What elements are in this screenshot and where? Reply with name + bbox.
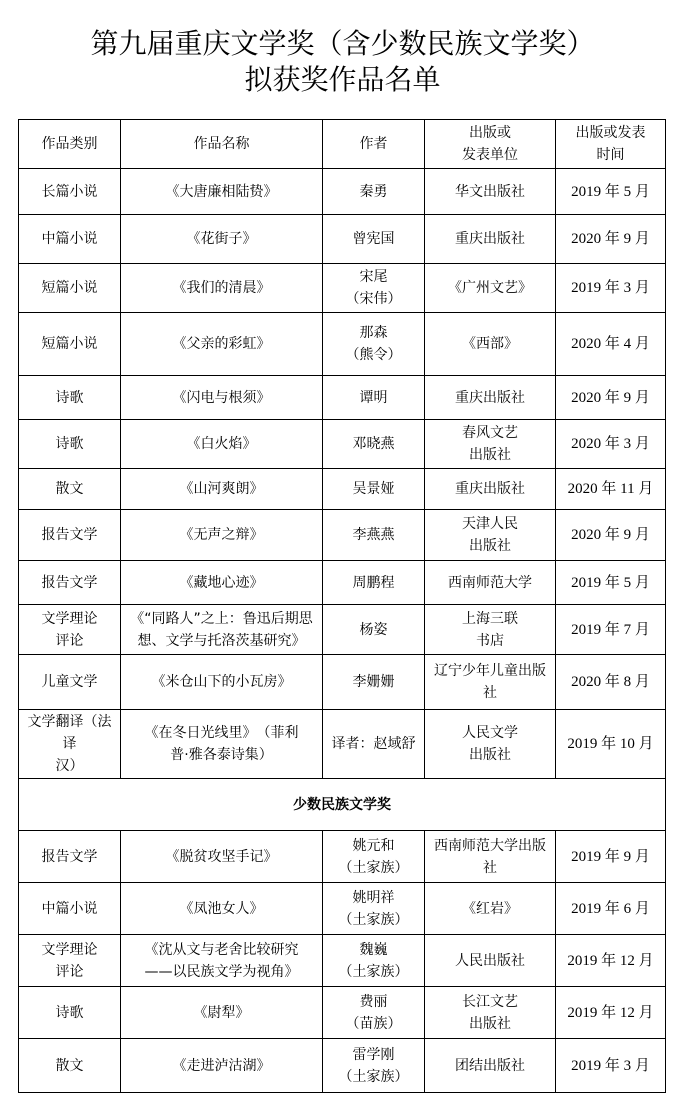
cell-date: 2019 年 10 月 (556, 710, 666, 779)
cell-author: 吴景娅 (323, 469, 425, 510)
cell-category: 文学翻译（法译 汉） (19, 710, 121, 779)
cell-author: 宋尾 （宋伟） (323, 264, 425, 313)
cell-author: 魏巍 （土家族） (323, 935, 425, 987)
page-title: 第九届重庆文学奖（含少数民族文学奖） (90, 27, 595, 60)
table-row (19, 883, 666, 935)
cell-date: 2019 年 9 月 (556, 831, 666, 883)
cell-publisher: 重庆出版社 (425, 469, 556, 510)
cell-work: 《脱贫攻坚手记》 (121, 831, 323, 883)
cell-work: 《米仓山下的小瓦房》 (121, 655, 323, 710)
cell-work: 《闪电与根须》 (121, 376, 323, 420)
cell-date: 2020 年 4 月 (556, 313, 666, 376)
cell-author: 邓晓燕 (323, 420, 425, 469)
cell-author: 费丽 （苗族） (323, 987, 425, 1039)
cell-category: 短篇小说 (19, 313, 121, 376)
table-row (19, 710, 666, 779)
cell-publisher: 天津人民 出版社 (425, 510, 556, 561)
cell-author: 姚明祥 （土家族） (323, 883, 425, 935)
cell-publisher: 西南师范大学 (425, 561, 556, 605)
cell-author: 秦勇 (323, 169, 425, 215)
cell-work: 《山河爽朗》 (121, 469, 323, 510)
cell-category: 中篇小说 (19, 215, 121, 264)
table-row (19, 215, 666, 264)
cell-date: 2020 年 11 月 (556, 469, 666, 510)
cell-category: 儿童文学 (19, 655, 121, 710)
cell-author: 雷学刚 （土家族） (323, 1039, 425, 1093)
cell-category: 长篇小说 (19, 169, 121, 215)
award-table (18, 119, 666, 1093)
cell-category: 报告文学 (19, 510, 121, 561)
table-row (19, 935, 666, 987)
cell-date: 2019 年 6 月 (556, 883, 666, 935)
cell-work: 《“同路人”之上：鲁迅后期思 想、文学与托洛茨基研究》 (121, 605, 323, 655)
cell-publisher: 《西部》 (425, 313, 556, 376)
cell-author: 谭明 (323, 376, 425, 420)
cell-publisher: 春风文艺 出版社 (425, 420, 556, 469)
cell-publisher: 华文出版社 (425, 169, 556, 215)
cell-author: 那森 （熊令） (323, 313, 425, 376)
cell-date: 2020 年 8 月 (556, 655, 666, 710)
cell-publisher: 人民文学 出版社 (425, 710, 556, 779)
table-row (19, 1039, 666, 1093)
cell-date: 2020 年 9 月 (556, 510, 666, 561)
cell-publisher: 《红岩》 (425, 883, 556, 935)
cell-work: 《白火焰》 (121, 420, 323, 469)
cell-category: 散文 (19, 469, 121, 510)
cell-category: 散文 (19, 1039, 121, 1093)
cell-author: 曾宪国 (323, 215, 425, 264)
cell-date: 2019 年 12 月 (556, 935, 666, 987)
header-author: 作者 (323, 120, 425, 169)
cell-date: 2019 年 5 月 (556, 169, 666, 215)
cell-category: 短篇小说 (19, 264, 121, 313)
cell-work: 《尉犁》 (121, 987, 323, 1039)
cell-work: 《沈从文与老舍比较研究 ——以民族文学为视角》 (121, 935, 323, 987)
cell-date: 2020 年 3 月 (556, 420, 666, 469)
table-row (19, 264, 666, 313)
section-title: 少数民族文学奖 (19, 779, 666, 831)
cell-publisher: 团结出版社 (425, 1039, 556, 1093)
cell-author: 李燕燕 (323, 510, 425, 561)
section-row (19, 779, 666, 831)
cell-category: 诗歌 (19, 987, 121, 1039)
cell-work: 《我们的清晨》 (121, 264, 323, 313)
cell-publisher: 长江文艺 出版社 (425, 987, 556, 1039)
table-row (19, 831, 666, 883)
table-row (19, 469, 666, 510)
cell-work: 《走进泸沽湖》 (121, 1039, 323, 1093)
cell-work: 《无声之辩》 (121, 510, 323, 561)
table-row (19, 561, 666, 605)
cell-author: 姚元和 （土家族） (323, 831, 425, 883)
cell-publisher: 辽宁少年儿童出版 社 (425, 655, 556, 710)
cell-date: 2019 年 7 月 (556, 605, 666, 655)
cell-category: 文学理论 评论 (19, 935, 121, 987)
cell-work: 《藏地心迹》 (121, 561, 323, 605)
table-row (19, 987, 666, 1039)
header-work: 作品名称 (121, 120, 323, 169)
header-category: 作品类别 (19, 120, 121, 169)
table-row (19, 313, 666, 376)
table-row (19, 655, 666, 710)
cell-category: 报告文学 (19, 831, 121, 883)
cell-date: 2019 年 12 月 (556, 987, 666, 1039)
cell-work: 《在冬日光线里》 （菲利 普·雅各泰诗集） (121, 710, 323, 779)
cell-publisher: 重庆出版社 (425, 215, 556, 264)
cell-date: 2019 年 3 月 (556, 1039, 666, 1093)
cell-date: 2020 年 9 月 (556, 215, 666, 264)
table-header-row (19, 120, 666, 169)
cell-category: 诗歌 (19, 376, 121, 420)
cell-author: 李姗姗 (323, 655, 425, 710)
table-row (19, 605, 666, 655)
cell-author: 周鹏程 (323, 561, 425, 605)
cell-work: 《父亲的彩虹》 (121, 313, 323, 376)
cell-work: 《凤池女人》 (121, 883, 323, 935)
cell-date: 2019 年 3 月 (556, 264, 666, 313)
cell-author: 译者：赵域舒 (323, 710, 425, 779)
cell-publisher: 上海三联 书店 (425, 605, 556, 655)
table-row (19, 510, 666, 561)
cell-publisher: 西南师范大学出版 社 (425, 831, 556, 883)
header-publisher: 出版或 发表单位 (425, 120, 556, 169)
cell-author: 杨姿 (323, 605, 425, 655)
page-subtitle: 拟获奖作品名单 (244, 63, 441, 96)
cell-category: 文学理论 评论 (19, 605, 121, 655)
cell-work: 《大唐廉相陆贽》 (121, 169, 323, 215)
table-row (19, 169, 666, 215)
cell-date: 2020 年 9 月 (556, 376, 666, 420)
cell-category: 中篇小说 (19, 883, 121, 935)
cell-category: 诗歌 (19, 420, 121, 469)
cell-publisher: 重庆出版社 (425, 376, 556, 420)
table-row (19, 420, 666, 469)
cell-publisher: 《广州文艺》 (425, 264, 556, 313)
cell-publisher: 人民出版社 (425, 935, 556, 987)
header-date: 出版或发表 时间 (556, 120, 666, 169)
cell-date: 2019 年 5 月 (556, 561, 666, 605)
cell-work: 《花街子》 (121, 215, 323, 264)
table-row (19, 376, 666, 420)
cell-category: 报告文学 (19, 561, 121, 605)
